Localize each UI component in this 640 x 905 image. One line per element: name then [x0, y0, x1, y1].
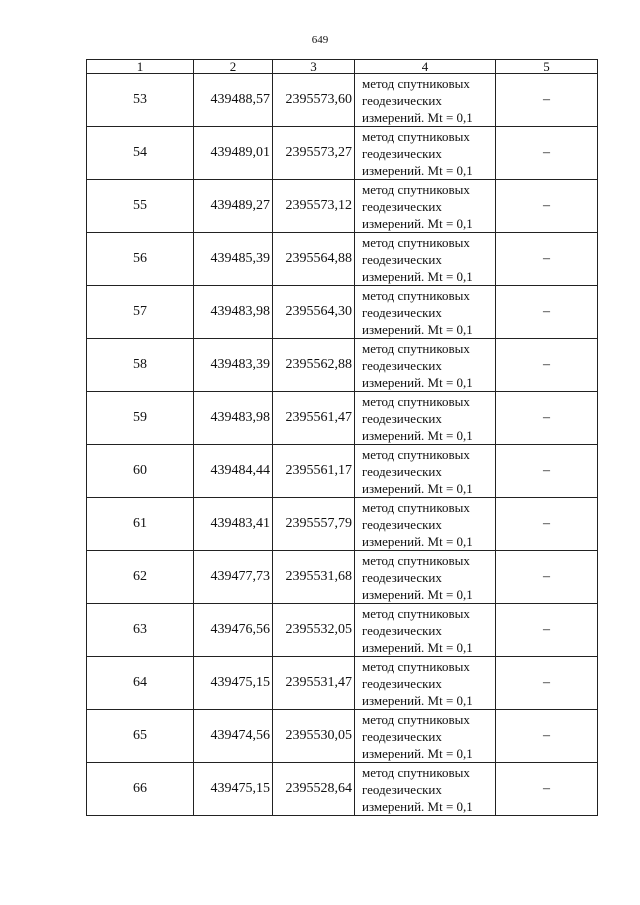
point-number: 63 — [87, 604, 194, 657]
note-cell: – — [496, 74, 598, 127]
table-row — [87, 180, 598, 233]
x-coordinate: 439477,73 — [194, 551, 273, 604]
method-line: измерений. Mt = 0,1 — [362, 586, 473, 602]
table-row — [87, 74, 598, 127]
point-number: 55 — [87, 180, 194, 233]
note-cell: – — [496, 657, 598, 710]
method-line: геодезических — [362, 728, 442, 744]
y-coordinate: 2395530,05 — [273, 710, 355, 763]
method-line: метод спутниковых — [362, 499, 470, 515]
y-coordinate: 2395561,17 — [273, 445, 355, 498]
y-coordinate: 2395531,68 — [273, 551, 355, 604]
note-cell: – — [496, 286, 598, 339]
x-coordinate: 439483,41 — [194, 498, 273, 551]
table-row — [87, 445, 598, 498]
x-coordinate: 439476,56 — [194, 604, 273, 657]
note-cell: – — [496, 445, 598, 498]
column-header: 1 — [87, 60, 194, 74]
point-number: 66 — [87, 763, 194, 816]
method-line: метод спутниковых — [362, 128, 470, 144]
note-cell: – — [496, 339, 598, 392]
method-line: измерений. Mt = 0,1 — [362, 268, 473, 284]
method-line: метод спутниковых — [362, 552, 470, 568]
method-line: геодезических — [362, 410, 442, 426]
method-line: геодезических — [362, 198, 442, 214]
table-row — [87, 763, 598, 816]
method-description — [355, 180, 496, 233]
table-row — [87, 339, 598, 392]
point-number: 53 — [87, 74, 194, 127]
method-description — [355, 233, 496, 286]
method-line: измерений. Mt = 0,1 — [362, 639, 473, 655]
x-coordinate: 439475,15 — [194, 763, 273, 816]
method-line: измерений. Mt = 0,1 — [362, 480, 473, 496]
table-row — [87, 710, 598, 763]
method-description — [355, 127, 496, 180]
x-coordinate: 439485,39 — [194, 233, 273, 286]
method-line: геодезических — [362, 569, 442, 585]
table-header-row — [87, 60, 598, 74]
method-line: измерений. Mt = 0,1 — [362, 215, 473, 231]
method-line: метод спутниковых — [362, 605, 470, 621]
method-description — [355, 604, 496, 657]
x-coordinate: 439489,27 — [194, 180, 273, 233]
method-line: измерений. Mt = 0,1 — [362, 427, 473, 443]
page-number: 649 — [311, 34, 329, 46]
method-line: измерений. Mt = 0,1 — [362, 745, 473, 761]
method-description — [355, 392, 496, 445]
coordinates-table — [86, 59, 598, 816]
method-description — [355, 339, 496, 392]
method-description — [355, 498, 496, 551]
method-line: метод спутниковых — [362, 75, 470, 91]
point-number: 61 — [87, 498, 194, 551]
note-cell: – — [496, 392, 598, 445]
column-header: 4 — [355, 60, 496, 74]
note-cell: – — [496, 233, 598, 286]
note-cell: – — [496, 127, 598, 180]
point-number: 59 — [87, 392, 194, 445]
y-coordinate: 2395528,64 — [273, 763, 355, 816]
method-line: геодезических — [362, 675, 442, 691]
y-coordinate: 2395573,60 — [273, 74, 355, 127]
table-row — [87, 233, 598, 286]
x-coordinate: 439474,56 — [194, 710, 273, 763]
table-row — [87, 286, 598, 339]
method-description — [355, 710, 496, 763]
table-row — [87, 127, 598, 180]
method-line: геодезических — [362, 145, 442, 161]
y-coordinate: 2395562,88 — [273, 339, 355, 392]
table-row — [87, 657, 598, 710]
x-coordinate: 439475,15 — [194, 657, 273, 710]
y-coordinate: 2395557,79 — [273, 498, 355, 551]
x-coordinate: 439483,39 — [194, 339, 273, 392]
x-coordinate: 439488,57 — [194, 74, 273, 127]
y-coordinate: 2395532,05 — [273, 604, 355, 657]
note-cell: – — [496, 180, 598, 233]
point-number: 65 — [87, 710, 194, 763]
method-line: геодезических — [362, 357, 442, 373]
point-number: 60 — [87, 445, 194, 498]
note-cell: – — [496, 498, 598, 551]
method-description — [355, 286, 496, 339]
method-line: метод спутниковых — [362, 711, 470, 727]
method-description — [355, 763, 496, 816]
y-coordinate: 2395573,12 — [273, 180, 355, 233]
method-description — [355, 74, 496, 127]
method-line: измерений. Mt = 0,1 — [362, 162, 473, 178]
table-body — [87, 74, 598, 816]
x-coordinate: 439484,44 — [194, 445, 273, 498]
method-line: измерений. Mt = 0,1 — [362, 321, 473, 337]
method-description — [355, 551, 496, 604]
method-line: геодезических — [362, 463, 442, 479]
method-line: измерений. Mt = 0,1 — [362, 798, 473, 814]
method-line: измерений. Mt = 0,1 — [362, 109, 473, 125]
method-line: геодезических — [362, 622, 442, 638]
method-line: метод спутниковых — [362, 764, 470, 780]
y-coordinate: 2395564,88 — [273, 233, 355, 286]
method-line: измерений. Mt = 0,1 — [362, 533, 473, 549]
method-line: геодезических — [362, 92, 442, 108]
point-number: 64 — [87, 657, 194, 710]
method-description — [355, 445, 496, 498]
point-number: 62 — [87, 551, 194, 604]
note-cell: – — [496, 551, 598, 604]
method-line: метод спутниковых — [362, 340, 470, 356]
point-number: 58 — [87, 339, 194, 392]
method-line: метод спутниковых — [362, 393, 470, 409]
y-coordinate: 2395564,30 — [273, 286, 355, 339]
table-row — [87, 551, 598, 604]
column-header: 5 — [496, 60, 598, 74]
method-line: метод спутниковых — [362, 446, 470, 462]
y-coordinate: 2395561,47 — [273, 392, 355, 445]
x-coordinate: 439489,01 — [194, 127, 273, 180]
method-line: метод спутниковых — [362, 287, 470, 303]
method-line: метод спутниковых — [362, 181, 470, 197]
point-number: 56 — [87, 233, 194, 286]
column-header: 2 — [194, 60, 273, 74]
method-line: метод спутниковых — [362, 658, 470, 674]
method-description — [355, 657, 496, 710]
note-cell: – — [496, 710, 598, 763]
y-coordinate: 2395573,27 — [273, 127, 355, 180]
column-header: 3 — [273, 60, 355, 74]
method-line: метод спутниковых — [362, 234, 470, 250]
method-line: измерений. Mt = 0,1 — [362, 374, 473, 390]
note-cell: – — [496, 763, 598, 816]
table-row — [87, 498, 598, 551]
x-coordinate: 439483,98 — [194, 392, 273, 445]
method-line: геодезических — [362, 304, 442, 320]
point-number: 54 — [87, 127, 194, 180]
note-cell: – — [496, 604, 598, 657]
x-coordinate: 439483,98 — [194, 286, 273, 339]
method-line: геодезических — [362, 251, 442, 267]
method-line: измерений. Mt = 0,1 — [362, 692, 473, 708]
table-row — [87, 604, 598, 657]
point-number: 57 — [87, 286, 194, 339]
method-line: геодезических — [362, 781, 442, 797]
table-row — [87, 392, 598, 445]
method-line: геодезических — [362, 516, 442, 532]
y-coordinate: 2395531,47 — [273, 657, 355, 710]
